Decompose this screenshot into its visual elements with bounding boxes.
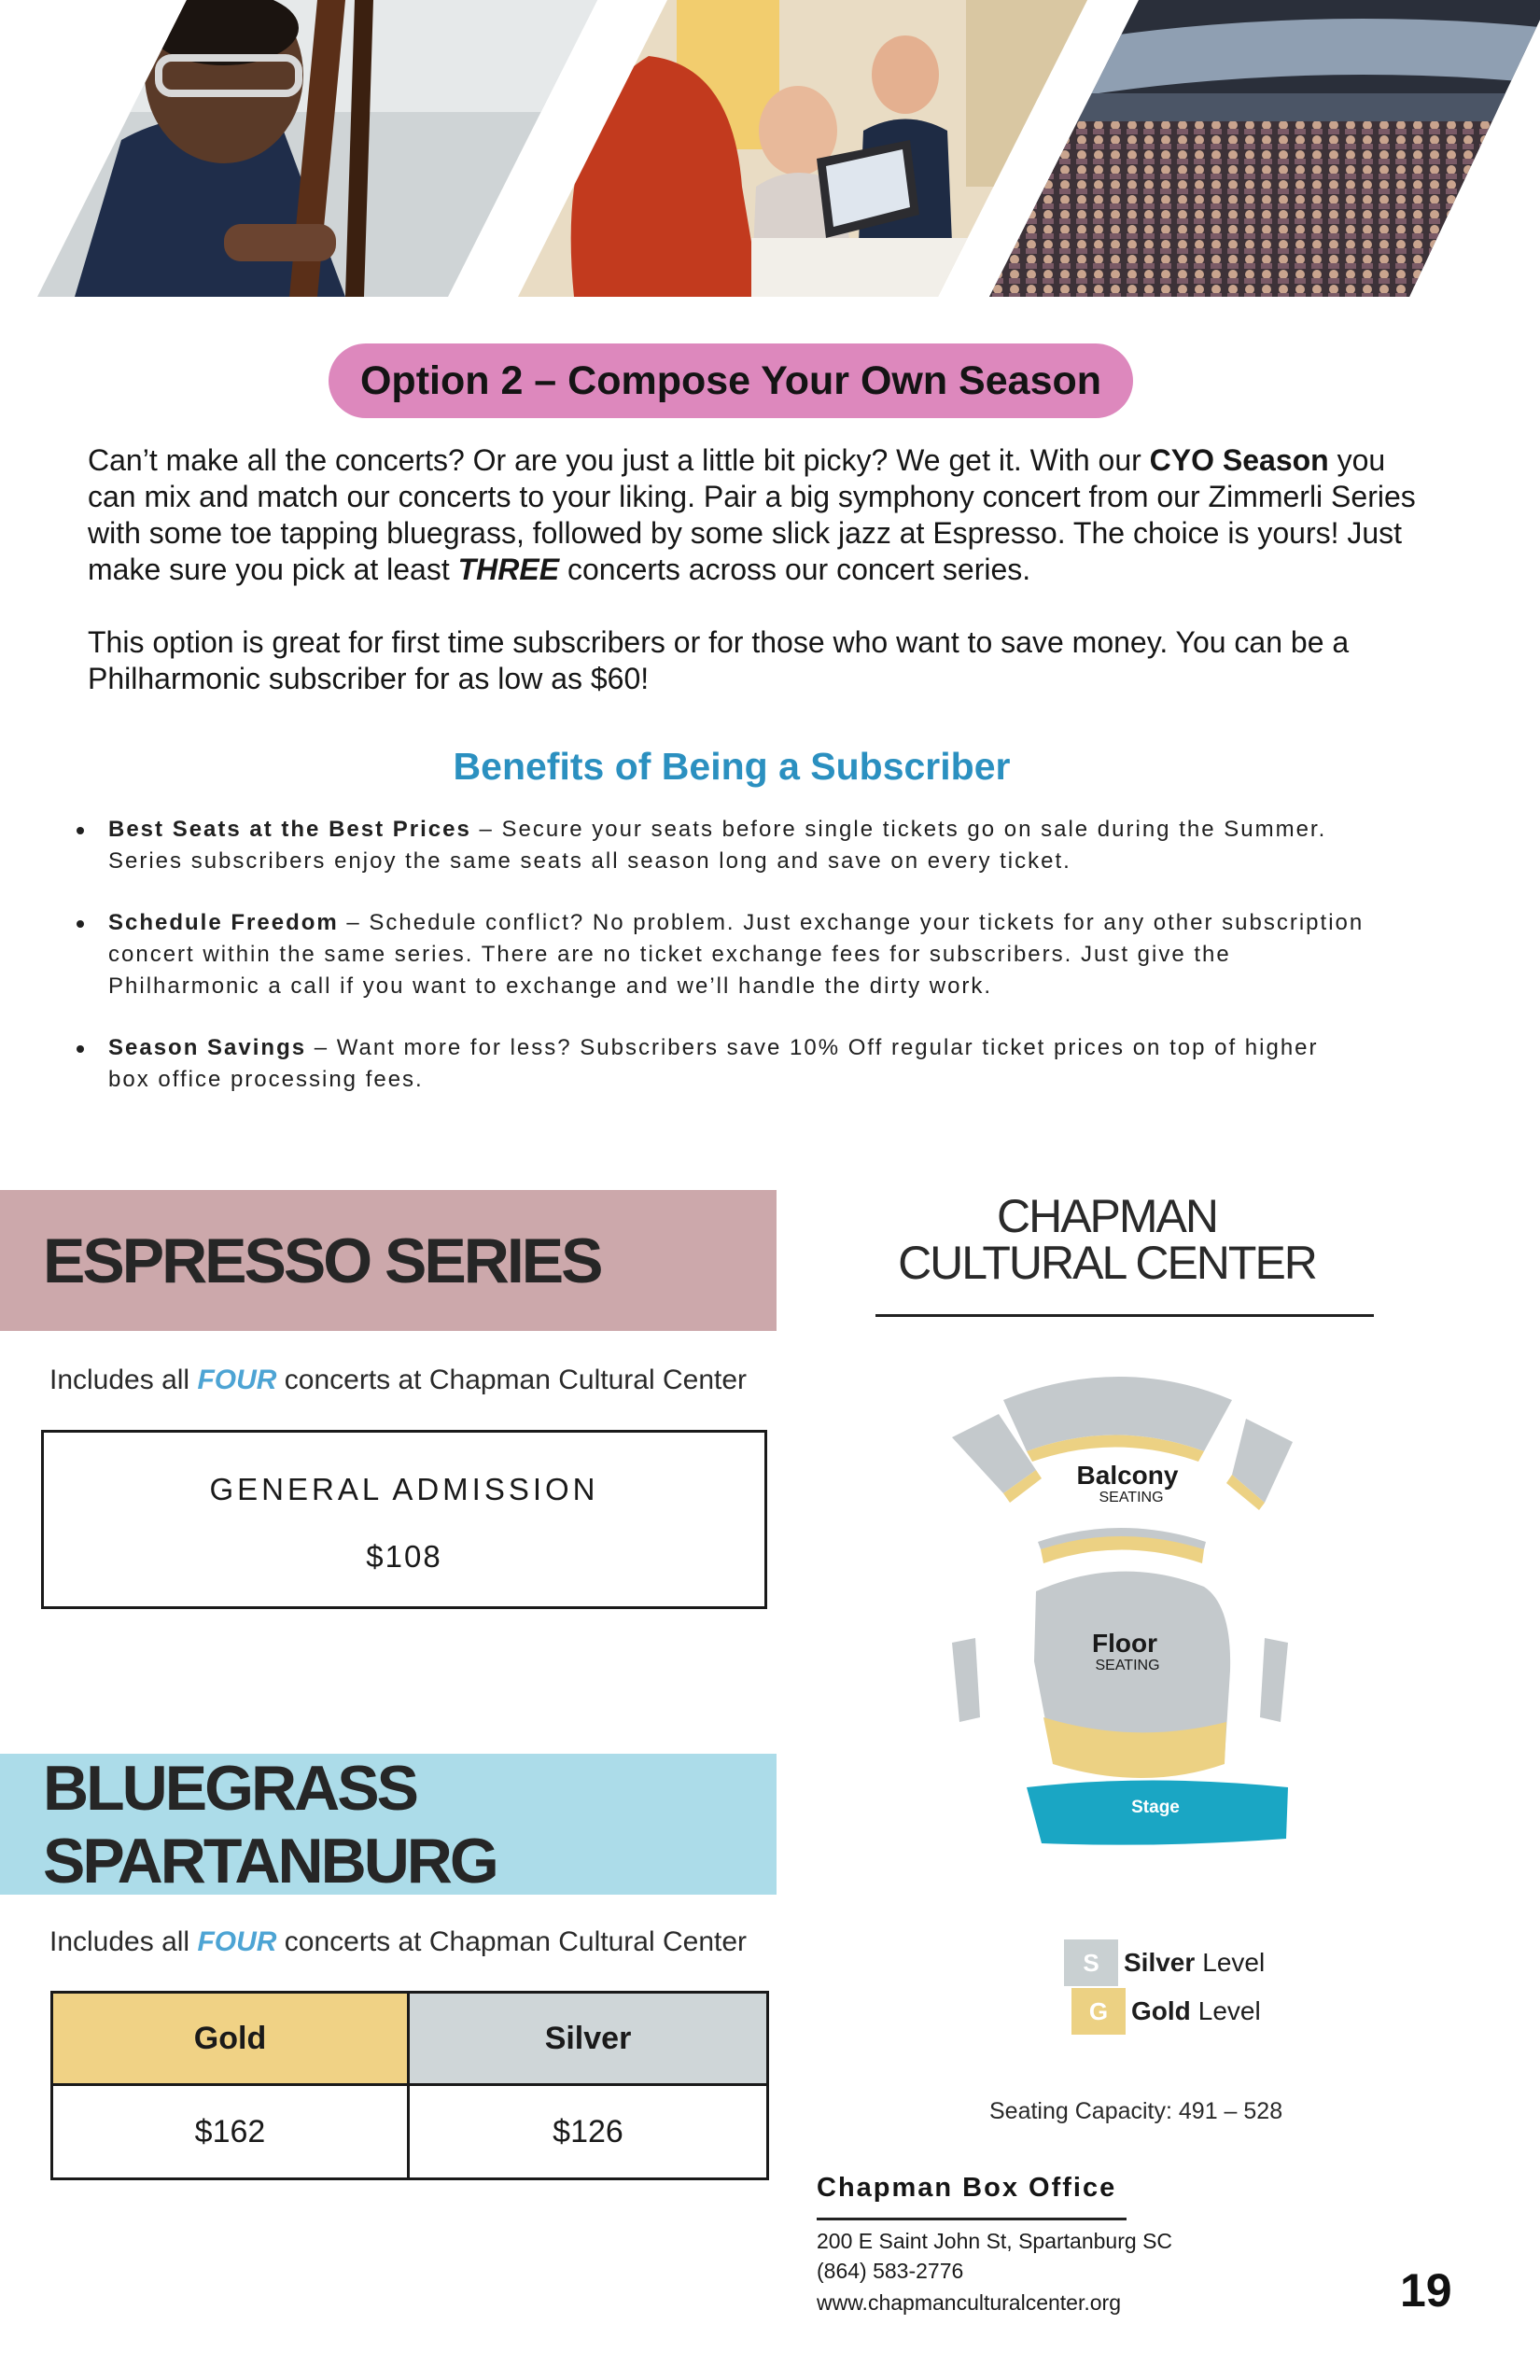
silver-level-name: Silver [1124,1948,1196,1977]
photo-cellist [37,0,597,297]
floor-label: Floor [1092,1629,1157,1658]
stage-label: Stage [1131,1798,1180,1817]
silver-price: $126 [553,2113,623,2149]
venue-title-rule [875,1314,1374,1317]
bullet-icon [77,1045,84,1053]
box-office-rule [817,2218,1127,2220]
floor-right-block [1260,1638,1288,1722]
box-office-title: Chapman Box Office [817,2173,1117,2203]
intro-paragraph-2: This option is great for first time subscribers or for those who want to save money. You can be a Philharmonic subscriber for as low as $60! [88,625,1350,695]
gold-level-swatch: G [1071,1988,1126,2035]
bluegrass-price-table [50,1991,769,2180]
benefits-heading: Benefits of Being a Subscriber [453,745,1011,788]
espresso-series-band [0,1190,777,1331]
benefit-item: Season Savings – Want more for less? Subscribers save 10% Off regular ticket prices on top of higher box office processing fees. [77,1032,1365,1096]
intro-paragraph-1: Can’t make all the concerts? Or are you just a little bit picky? We get it. With our CYO Season you can mix and match our concerts to your liking. Pair a big symphony concert from our Zimmerli Series with some toe tapping bluegrass, followed by some slick jazz at Espresso. The choice is yours! Just make sure you pick at least THREE concerts across our concert series. [88,443,1416,586]
bluegrass-series-title: BLUEGRASS SPARTANBURG [43,1752,497,1897]
silver-header: Silver [410,1994,766,2086]
benefits-list [77,814,1365,1126]
floor-left-block [952,1638,980,1722]
legend-gold [1071,1988,1261,2035]
photo-audience [989,0,1540,297]
venue-title: CHAPMAN CULTURAL CENTER [898,1190,1316,1289]
bluegrass-series-band [0,1754,777,1895]
silver-level-swatch: S [1064,1939,1118,1986]
espresso-includes: Includes all FOUR concerts at Chapman Cultural Center [49,1365,748,1395]
legend-silver [1064,1939,1265,1986]
espresso-series-title: ESPRESSO SERIES [43,1225,601,1296]
balcony-sub-label: SEATING [1099,1490,1164,1505]
box-office-phone: (864) 583-2776 [817,2259,964,2283]
general-admission-box [41,1430,767,1609]
gold-level-name: Gold [1131,1996,1191,2025]
bullet-icon [77,920,84,928]
option-title: Option 2 – Compose Your Own Season [329,343,1133,418]
balcony-label: Balcony [1076,1461,1179,1490]
gold-level-suffix: Level [1197,1996,1261,2025]
bluegrass-includes: Includes all FOUR concerts at Chapman Cultural Center [49,1926,748,1957]
seating-capacity: Seating Capacity: 491 – 528 [989,2098,1283,2124]
box-office-address: 200 E Saint John St, Spartanburg SC [817,2229,1173,2253]
seating-map [924,1363,1335,1857]
benefit-item: Schedule Freedom – Schedule conflict? No problem. Just exchange your tickets for any other subscription concert within the same series. There are no ticket exchange fees for subscribers. Just give the Philharmonic a call if you want to exchange and we’ll handle the dirty work. [77,907,1365,1002]
bullet-icon [77,827,84,834]
floor-sub-label: SEATING [1095,1658,1160,1673]
general-admission-price: $108 [366,1539,442,1574]
intro-text [88,442,1432,697]
silver-level-suffix: Level [1202,1948,1266,1977]
box-office-website[interactable]: www.chapmanculturalcenter.org [817,2290,1121,2315]
page-number: 19 [1400,2264,1452,2317]
gold-price: $162 [53,2086,410,2177]
benefit-item: Best Seats at the Best Prices – Secure your seats before single tickets go on sale during the Summer. Series subscribers enjoy the same seats all season long and save on every ticket. [77,814,1365,877]
gold-header: Gold [53,1994,410,2086]
general-admission-label: GENERAL ADMISSION [209,1472,599,1506]
